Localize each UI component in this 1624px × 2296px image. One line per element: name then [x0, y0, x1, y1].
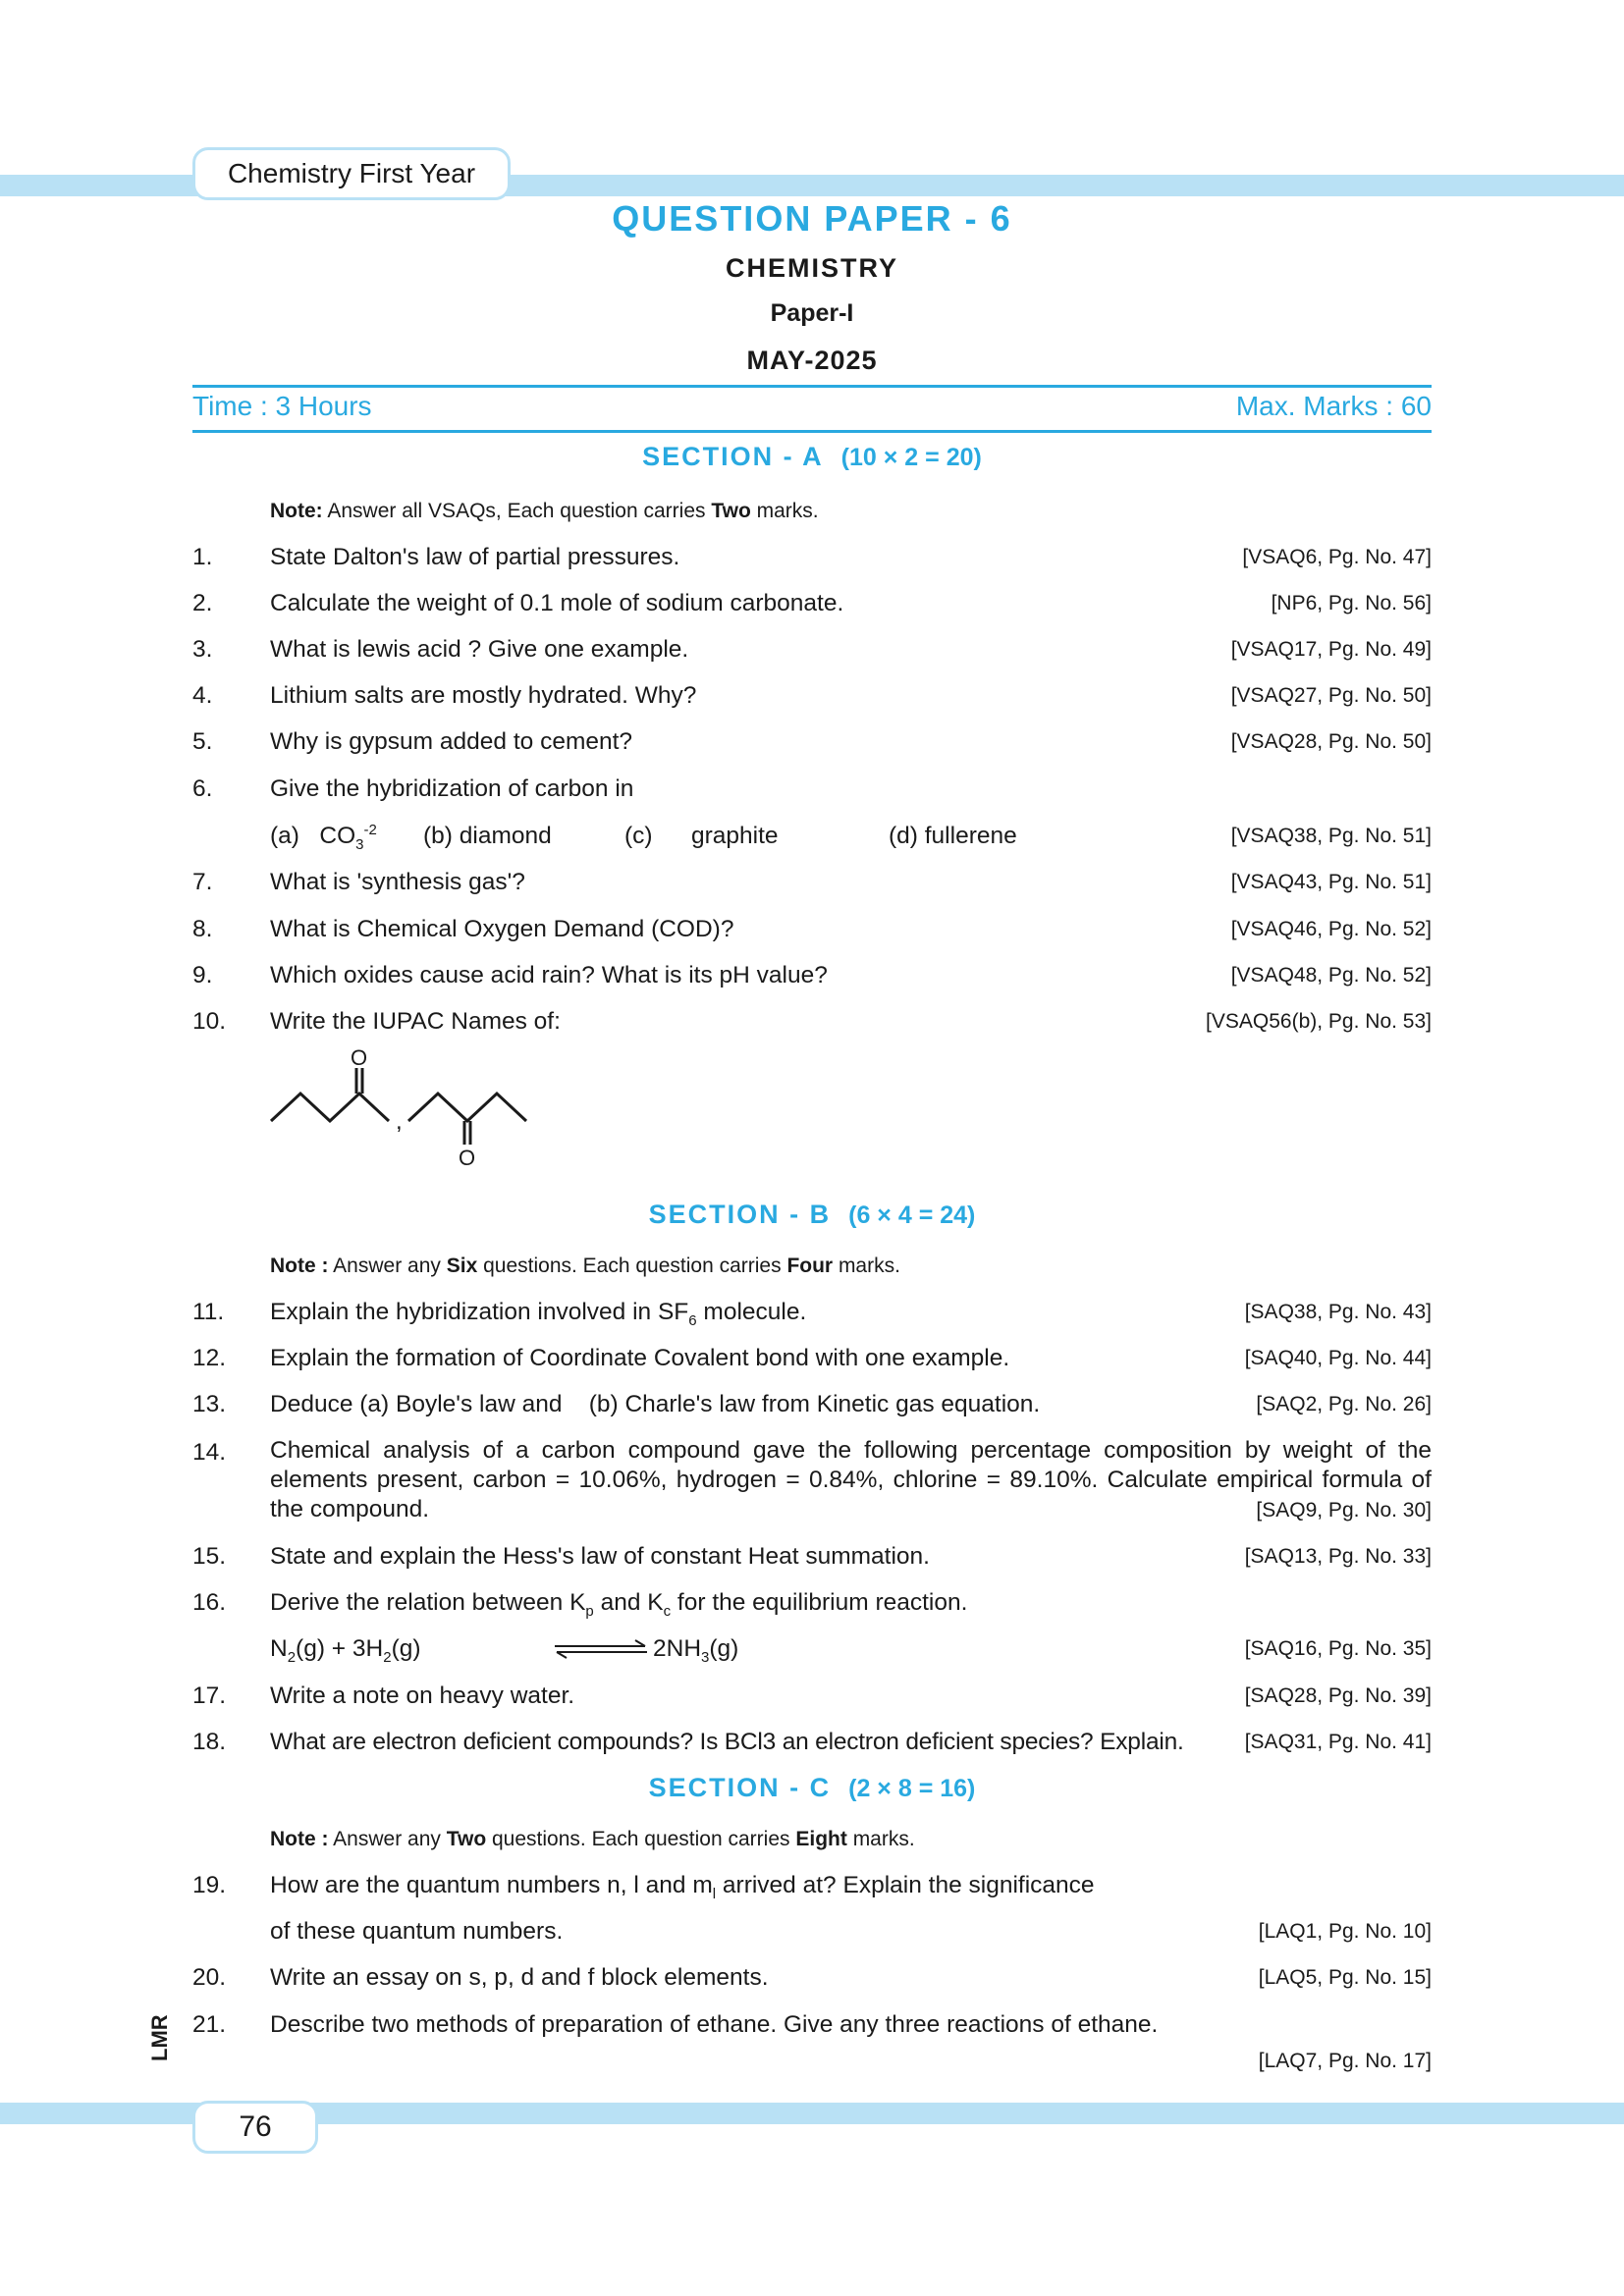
question-text: What is 'synthesis gas'?: [270, 869, 525, 895]
question-number: 11.: [192, 1299, 225, 1325]
question-reference: [VSAQ28, Pg. No. 50]: [1230, 730, 1432, 753]
question-reference: [SAQ16, Pg. No. 35]: [1244, 1637, 1432, 1660]
divider-bottom: [192, 430, 1432, 433]
text-part: arrived at? Explain the significance: [716, 1872, 1095, 1898]
note-text: Answer any: [328, 1828, 447, 1850]
question-19: [192, 1869, 1432, 1902]
page-number: 76: [239, 2110, 272, 2143]
question-text: Write the IUPAC Names of:: [270, 1008, 561, 1035]
time-marks-row: [192, 391, 1432, 422]
question-6: [192, 773, 1432, 806]
question-number: 1.: [192, 544, 213, 570]
question-text: Explain the formation of Coordinate Covalent bond with one example.: [270, 1345, 1010, 1371]
question-number: 5.: [192, 728, 213, 755]
question-14-text: Chemical analysis of a carbon compound gave the following percentage composition by weight of the elements present, carbon = 10.06%, hydrogen = 0.84%, chlorine = 89.10%. Calculate empirical formula of the compound.: [270, 1437, 1432, 1522]
ketone-1-chain: [271, 1094, 389, 1121]
question-7: [192, 866, 1432, 899]
question-reference: [SAQ40, Pg. No. 44]: [1244, 1347, 1432, 1369]
question-reference: [VSAQ38, Pg. No. 51]: [1230, 825, 1432, 847]
note-text: marks.: [846, 1828, 915, 1850]
question-6-options: [192, 820, 1432, 853]
question-16: [192, 1586, 1432, 1620]
note-text: marks.: [750, 500, 819, 522]
paper-number: Paper-I: [770, 299, 854, 327]
note-bold: Four: [786, 1255, 834, 1277]
question-5: [192, 725, 1432, 759]
question-text: Deduce (a) Boyle's law and (b) Charle's law from Kinetic gas equation.: [270, 1391, 1041, 1417]
question-reference: [VSAQ46, Pg. No. 52]: [1230, 918, 1432, 940]
note-label: Note:: [270, 500, 323, 522]
question-20: [192, 1961, 1432, 1995]
note-text: questions. Each question carries: [486, 1828, 796, 1850]
question-text: Which oxides cause acid rain? What is its pH value?: [270, 962, 828, 988]
question-13: [192, 1388, 1432, 1421]
time-allowed: Time : 3 Hours: [192, 391, 372, 421]
note-bold: Six: [446, 1255, 478, 1277]
question-text: Lithium salts are mostly hydrated. Why?: [270, 682, 697, 709]
ketone-structures-diagram: [265, 1048, 540, 1166]
question-text: State Dalton's law of partial pressures.: [270, 544, 680, 570]
section-c-heading: [0, 1773, 1624, 1803]
note-text: Answer all VSAQs, Each question carries: [322, 500, 712, 522]
question-text: Write a note on heavy water.: [270, 1682, 575, 1709]
note-text: marks.: [833, 1255, 900, 1277]
section-c-title: SECTION - C: [648, 1773, 832, 1802]
question-21-ref-row: [192, 2045, 1432, 2078]
formula-subscript: 6: [688, 1311, 697, 1329]
note-bold: Two: [711, 500, 751, 522]
paper-title: QUESTION PAPER - 6: [612, 198, 1012, 239]
question-reference: [VSAQ6, Pg. No. 47]: [1242, 546, 1432, 568]
section-b-heading: [0, 1200, 1624, 1230]
question-9: [192, 959, 1432, 992]
formula-subscript: 3: [355, 835, 364, 853]
equilibrium-arrows-icon: [553, 1639, 649, 1659]
question-4: [192, 679, 1432, 713]
option-a: [270, 820, 377, 853]
question-number: 16.: [192, 1589, 227, 1616]
text-part: How are the quantum numbers n, l and m: [270, 1872, 713, 1898]
question-number: 20.: [192, 1964, 227, 1991]
formula-subscript: l: [712, 1885, 717, 1902]
question-number: 8.: [192, 916, 213, 942]
question-number: 15.: [192, 1543, 227, 1570]
question-number: 4.: [192, 682, 213, 709]
paper-subject: CHEMISTRY: [725, 253, 898, 283]
structure-separator: ,: [396, 1108, 403, 1135]
question-number: 6.: [192, 775, 213, 802]
question-10: [192, 1005, 1432, 1039]
note-text: questions. Each question carries: [477, 1255, 787, 1277]
section-b-title: SECTION - B: [648, 1200, 832, 1229]
question-16-equation: [192, 1632, 1432, 1666]
question-number: 9.: [192, 962, 213, 988]
question-text: What are electron deficient compounds? Is BCl3 an electron deficient species? Explain.: [270, 1729, 1184, 1755]
question-number: 7.: [192, 869, 213, 895]
divider-top: [192, 385, 1432, 388]
question-18: [192, 1726, 1432, 1759]
oxygen-label: O: [459, 1146, 476, 1166]
question-12: [192, 1342, 1432, 1375]
text-part: for the equilibrium reaction.: [671, 1589, 968, 1616]
question-text: [270, 1586, 967, 1620]
question-1: [192, 541, 1432, 574]
question-text: of these quantum numbers.: [270, 1918, 564, 1945]
question-text: [270, 1869, 1095, 1902]
section-a-heading: [0, 442, 1624, 472]
question-reference: [LAQ5, Pg. No. 15]: [1258, 1966, 1432, 1989]
question-reference: [NP6, Pg. No. 56]: [1271, 592, 1432, 614]
question-number: 21.: [192, 2011, 227, 2038]
question-number: 19.: [192, 1872, 227, 1898]
option-c-label: (c): [624, 823, 653, 849]
question-11: [192, 1296, 1432, 1329]
option-formula: CO: [319, 823, 356, 849]
note-label: Note :: [270, 1255, 329, 1277]
question-number: 14.: [192, 1439, 227, 1466]
question-reference: [SAQ2, Pg. No. 26]: [1256, 1393, 1432, 1415]
section-c-marks: (2 × 8 = 16): [848, 1775, 976, 1802]
question-reference: [VSAQ43, Pg. No. 51]: [1230, 871, 1432, 893]
section-b-marks: (6 × 4 = 24): [848, 1201, 976, 1229]
oxygen-label: O: [351, 1048, 368, 1070]
page-number-tab: [192, 2101, 318, 2154]
question-reference: [SAQ31, Pg. No. 41]: [1244, 1731, 1432, 1753]
ketone-2-chain: [408, 1094, 526, 1121]
question-19-line-2: [192, 1915, 1432, 1949]
question-text: Write an essay on s, p, d and f block elements.: [270, 1964, 769, 1991]
text-part: and K: [593, 1589, 664, 1616]
question-text: What is Chemical Oxygen Demand (COD)?: [270, 916, 734, 942]
text-part: (g): [709, 1635, 739, 1662]
question-number: 17.: [192, 1682, 227, 1709]
question-reference: [VSAQ56(b), Pg. No. 53]: [1206, 1010, 1432, 1033]
text-part: Derive the relation between K: [270, 1589, 586, 1616]
question-text: Describe two methods of preparation of ethane. Give any three reactions of ethane.: [270, 2011, 1159, 2038]
question-text: [270, 1296, 806, 1329]
text-part: N: [270, 1635, 288, 1662]
note-label: Note :: [270, 1828, 329, 1850]
section-a-note: [270, 500, 819, 523]
question-17: [192, 1680, 1432, 1713]
question-21: [192, 2008, 1432, 2042]
book-title-tab: [192, 147, 511, 200]
section-a-marks: (10 × 2 = 20): [840, 444, 982, 471]
formula-subscript: c: [663, 1602, 672, 1620]
question-reference: [LAQ1, Pg. No. 10]: [1258, 1920, 1432, 1943]
equation-product: [653, 1632, 738, 1666]
question-8: [192, 913, 1432, 946]
question-reference: [SAQ13, Pg. No. 33]: [1244, 1545, 1432, 1568]
formula-subscript: 2: [287, 1648, 297, 1666]
question-reference: [SAQ38, Pg. No. 43]: [1244, 1301, 1432, 1323]
question-number: 12.: [192, 1345, 227, 1371]
question-reference: [VSAQ27, Pg. No. 50]: [1230, 684, 1432, 707]
option-b: (b) diamond: [423, 823, 552, 849]
note-bold: Eight: [795, 1828, 847, 1850]
section-b-note: [270, 1255, 900, 1278]
book-title: Chemistry First Year: [227, 158, 476, 188]
max-marks: Max. Marks : 60: [1235, 391, 1432, 421]
text-part: molecule.: [696, 1299, 807, 1325]
section-a-title: SECTION - A: [642, 442, 824, 471]
question-reference: [VSAQ48, Pg. No. 52]: [1230, 964, 1432, 987]
formula-subscript: p: [585, 1602, 594, 1620]
side-label: LMR: [147, 2014, 172, 2061]
question-text: What is lewis acid ? Give one example.: [270, 636, 689, 663]
question-number: 10.: [192, 1008, 227, 1035]
note-bold: Two: [446, 1828, 487, 1850]
question-reference: [LAQ7, Pg. No. 17]: [1258, 2050, 1432, 2072]
paper-date: MAY-2025: [746, 346, 878, 375]
question-text: Why is gypsum added to cement?: [270, 728, 633, 755]
question-number: 18.: [192, 1729, 227, 1755]
question-text: Calculate the weight of 0.1 mole of sodium carbonate.: [270, 590, 844, 616]
question-15: [192, 1540, 1432, 1574]
formula-subscript: 3: [701, 1648, 710, 1666]
question-3: [192, 633, 1432, 667]
question-reference: [SAQ28, Pg. No. 39]: [1244, 1684, 1432, 1707]
question-text: Give the hybridization of carbon in: [270, 775, 634, 802]
text-part: Explain the hybridization involved in SF: [270, 1299, 689, 1325]
question-reference: [SAQ9, Pg. No. 30]: [1256, 1499, 1432, 1522]
option-c: graphite: [691, 823, 779, 849]
text-part: 2NH: [653, 1635, 702, 1662]
question-2: [192, 587, 1432, 620]
text-part: (g): [391, 1635, 421, 1662]
question-14-ref-row: [192, 1494, 1432, 1527]
formula-superscript: -2: [363, 821, 377, 838]
section-c-note: [270, 1828, 915, 1851]
formula-subscript: 2: [383, 1648, 392, 1666]
question-text: State and explain the Hess's law of constant Heat summation.: [270, 1543, 930, 1570]
option-d: (d) fullerene: [889, 823, 1017, 849]
text-part: (g) + 3H: [296, 1635, 384, 1662]
question-number: 2.: [192, 590, 213, 616]
equilibrium-equation: [270, 1632, 421, 1666]
question-number: 3.: [192, 636, 213, 663]
note-text: Answer any: [328, 1255, 447, 1277]
question-reference: [VSAQ17, Pg. No. 49]: [1230, 638, 1432, 661]
option-label: (a): [270, 823, 299, 849]
question-number: 13.: [192, 1391, 227, 1417]
